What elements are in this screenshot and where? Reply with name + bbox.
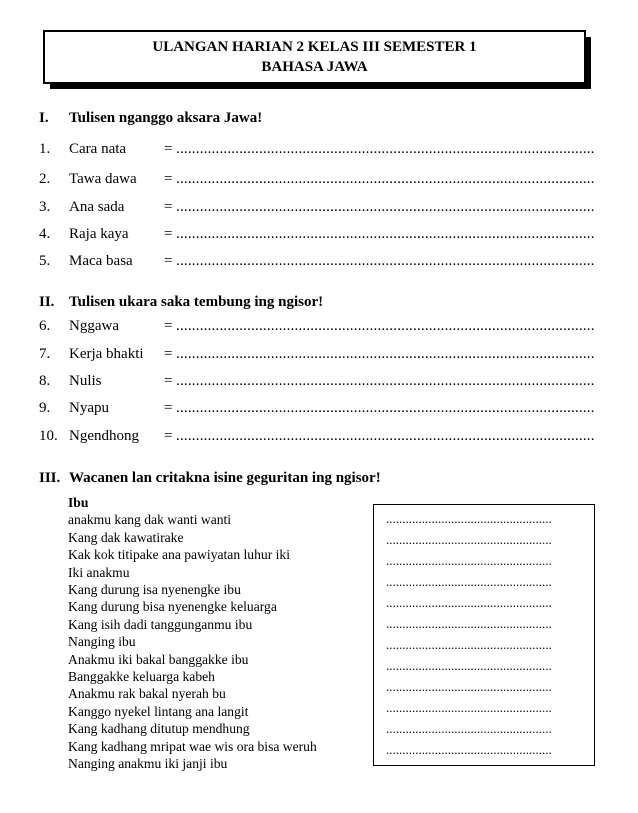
equals-sign: = [164,318,173,334]
item-row [39,346,606,363]
answer-box-line[interactable]: ................................................... [386,679,552,694]
equals-sign: = [164,226,173,242]
item-number: 7. [39,346,51,362]
item-number: 1. [39,141,51,157]
poem-line: Nanging ibu [68,634,136,650]
poem-line: Iki anakmu [68,564,130,580]
equals-sign: = [164,199,173,215]
equals-sign: = [164,171,173,187]
poem-line: Kang isih dadi tanggunganmu ibu [68,616,253,632]
equals-sign: = [164,400,173,416]
poem-line: Anakmu rak bakal nyerah bu [68,686,226,702]
poem [68,494,317,773]
answer-fill-line[interactable]: .......................................................................................................... [176,141,595,157]
answer-fill-line[interactable]: .......................................................................................................... [176,400,595,416]
item-number: 3. [39,199,51,215]
answer-fill-line[interactable]: .......................................................................................................... [176,253,595,269]
section-2-heading [39,294,323,311]
answer-box-line[interactable]: ................................................... [386,658,552,673]
answer-box-line[interactable]: ................................................... [386,511,552,526]
poem-line: Kak kok titipake ana pawiyatan luhur iki [68,547,290,563]
poem-line: Kang durung bisa nyenengke keluarga [68,599,277,615]
item-label: Ngendhong [69,428,139,444]
item-label: Nulis [69,373,102,389]
answer-box-line[interactable]: ................................................... [386,616,552,631]
answer-fill-line[interactable]: .......................................................................................................... [176,428,595,444]
poem-line: Kang durung isa nyenengke ibu [68,582,241,598]
answer-box-line[interactable]: ................................................... [386,637,552,652]
item-number: 6. [39,318,51,334]
section-1-heading [39,110,262,127]
answer-fill-line[interactable]: .......................................................................................................... [176,199,595,215]
answer-box-line[interactable]: ................................................... [386,574,552,589]
poem-line: Anakmu iki bakal banggakke ibu [68,651,249,667]
equals-sign: = [164,253,173,269]
poem-line: Banggakke keluarga kabeh [68,669,215,685]
answer-fill-line[interactable]: .......................................................................................................... [176,346,595,362]
item-label: Tawa dawa [69,171,137,187]
item-number: 5. [39,253,51,269]
item-row [39,400,606,417]
item-number: 8. [39,373,51,389]
item-row [39,373,606,390]
poem-line: Nanging anakmu iki janji ibu [68,756,228,772]
answer-box-line[interactable]: ................................................... [386,553,552,568]
item-label: Kerja bhakti [69,346,144,362]
answer-fill-line[interactable]: .......................................................................................................... [176,318,595,334]
equals-sign: = [164,141,173,157]
item-number: 9. [39,400,51,416]
answer-fill-line[interactable]: .......................................................................................................... [176,226,595,242]
title-box [43,30,594,92]
section-2-title: Tulisen ukara saka tembung ing ngisor! [69,294,324,310]
item-number: 4. [39,226,51,242]
item-row [39,226,606,243]
section-3-title: Wacanen lan critakna isine geguritan ing ngisor! [69,470,381,486]
poem-line: anakmu kang dak wanti wanti [68,512,232,528]
poem-title: Ibu [68,495,89,510]
answer-box-line[interactable]: ................................................... [386,721,552,736]
item-number: 2. [39,171,51,187]
section-2-number: II. [39,294,55,310]
answer-box-line[interactable]: ................................................... [386,532,552,547]
section-3-number: III. [39,470,61,486]
poem-line: Kanggo nyekel lintang ana langit [68,703,249,719]
poem-line: Kang dak kawatirake [68,529,184,545]
equals-sign: = [164,346,173,362]
item-label: Nyapu [69,400,109,416]
answer-fill-line[interactable]: .......................................................................................................... [176,373,595,389]
section-1-title: Tulisen nganggo aksara Jawa! [69,110,263,126]
item-number: 10. [39,428,58,444]
item-label: Nggawa [69,318,119,334]
section-3-heading [39,470,381,487]
item-label: Cara nata [69,141,127,157]
item-row [39,199,606,216]
item-row [39,428,606,445]
answer-box-line[interactable]: ................................................... [386,700,552,715]
poem-line: Kang kadhang ditutup mendhung [68,721,250,737]
answer-box-line[interactable]: ................................................... [386,742,552,757]
answer-box[interactable] [373,504,595,766]
poem-line: Kang kadhang mripat wae wis ora bisa weruh [68,738,317,754]
equals-sign: = [164,373,173,389]
equals-sign: = [164,428,173,444]
title-box-frame [43,30,586,84]
item-label: Raja kaya [69,226,129,242]
answer-fill-line[interactable]: .......................................................................................................... [176,171,595,187]
section-1-number: I. [39,110,49,126]
title-line-2: BAHASA JAWA [261,59,368,75]
item-row [39,318,606,335]
item-label: Maca basa [69,253,133,269]
item-row [39,253,606,270]
item-row [39,171,606,188]
title-line-1: ULANGAN HARIAN 2 KELAS III SEMESTER 1 [152,39,477,55]
item-row [39,141,606,158]
item-label: Ana sada [69,199,125,215]
answer-box-line[interactable]: ................................................... [386,595,552,610]
